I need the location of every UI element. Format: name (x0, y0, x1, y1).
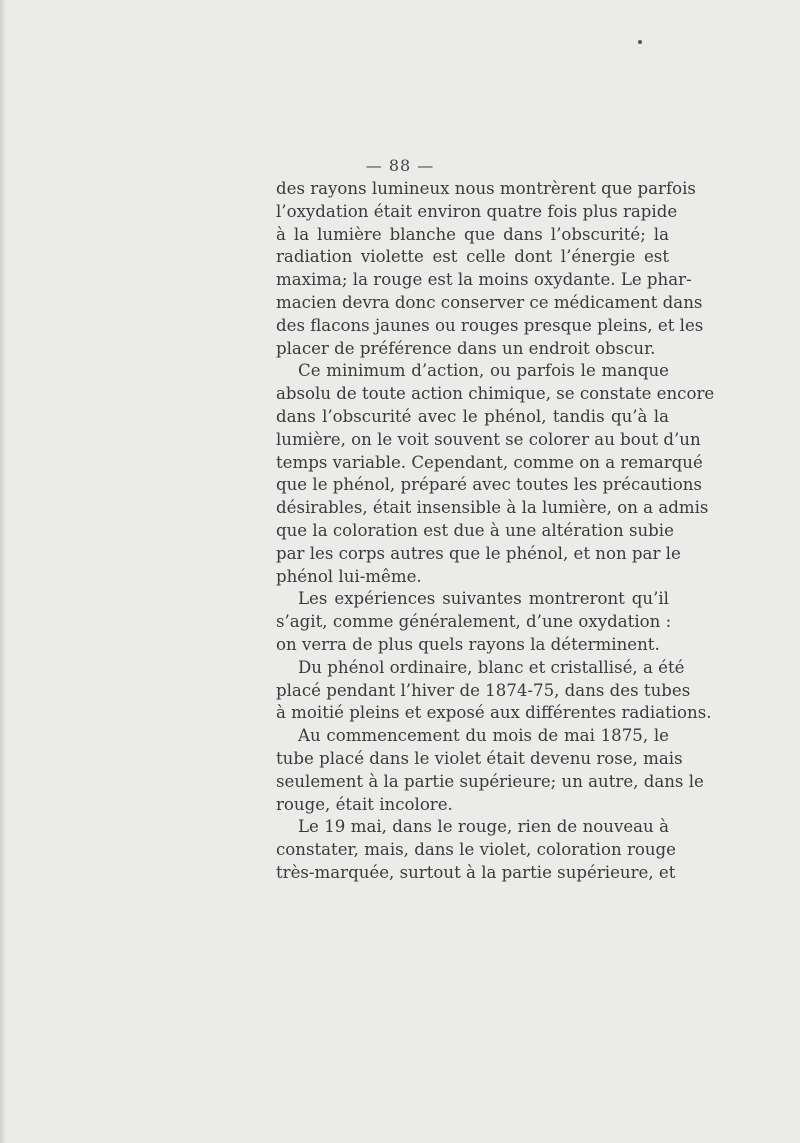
text-line: seulement à la partie supérieure; un autre, dans le (276, 771, 704, 791)
text-line: Ce minimum d’action, ou parfois le manque (298, 361, 669, 381)
text-line: placer de préférence dans un endroit obscur. (276, 338, 656, 358)
ink-speck (638, 40, 642, 44)
text-line: temps variable. Cependant, comme on a remarqué (276, 452, 703, 472)
text-line: lumière, on le voit souvent se colorer au bout d’un (276, 429, 701, 449)
text-line: maxima; la rouge est la moins oxydante. Le phar- (276, 270, 692, 290)
text-line: absolu de toute action chimique, se constate encore (276, 384, 715, 404)
text-line: Le 19 mai, dans le rouge, rien de nouveau à (298, 817, 669, 837)
text-line: à moitié pleins et exposé aux différentes radiations. (276, 703, 712, 723)
text-line: des rayons lumineux nous montrèrent que parfois (276, 179, 696, 198)
text-line: radiation violette est celle dont l’énergie est (276, 247, 669, 267)
text-line: que la coloration est due à une altération subie (276, 520, 674, 540)
text-line: Au commencement du mois de mai 1875, le (298, 726, 669, 746)
text-line: des flacons jaunes ou rouges presque pleins, et les (276, 315, 704, 335)
text-line: macien devra donc conserver ce médicament dans (276, 292, 703, 312)
text-line: que le phénol, préparé avec toutes les précautions (276, 475, 703, 495)
text-line: Les expériences suivantes montreront qu’il (298, 589, 669, 609)
text-line: constater, mais, dans le violet, coloration rouge (276, 840, 676, 860)
text-line: par les corps autres que le phénol, et non par le (276, 543, 681, 563)
text-line: placé pendant l’hiver de 1874-75, dans des tubes (276, 680, 691, 700)
text-line: à la lumière blanche que dans l’obscurité; la (276, 224, 669, 244)
text-line: rouge, était incolore. (276, 794, 453, 814)
body-text (276, 178, 715, 885)
text-line: désirables, était insensible à la lumière, on a admis (276, 498, 709, 518)
text-line: dans l’obscurité avec le phénol, tandis qu’à la (276, 406, 669, 426)
text-line: l’oxydation était environ quatre fois plus rapide (276, 201, 678, 221)
page-number: — 88 — (365, 156, 435, 175)
text-line: on verra de plus quels rayons la déterminent. (276, 634, 660, 654)
text-line: très-marquée, surtout à la partie supérieure, et (276, 862, 676, 882)
text-line: phénol lui-même. (276, 566, 422, 586)
text-line: Du phénol ordinaire, blanc et cristallisé, a été (298, 657, 685, 677)
text-line: tube placé dans le violet était devenu rose, mais (276, 748, 683, 768)
text-line: s’agit, comme généralement, d’une oxydation : (276, 612, 672, 632)
